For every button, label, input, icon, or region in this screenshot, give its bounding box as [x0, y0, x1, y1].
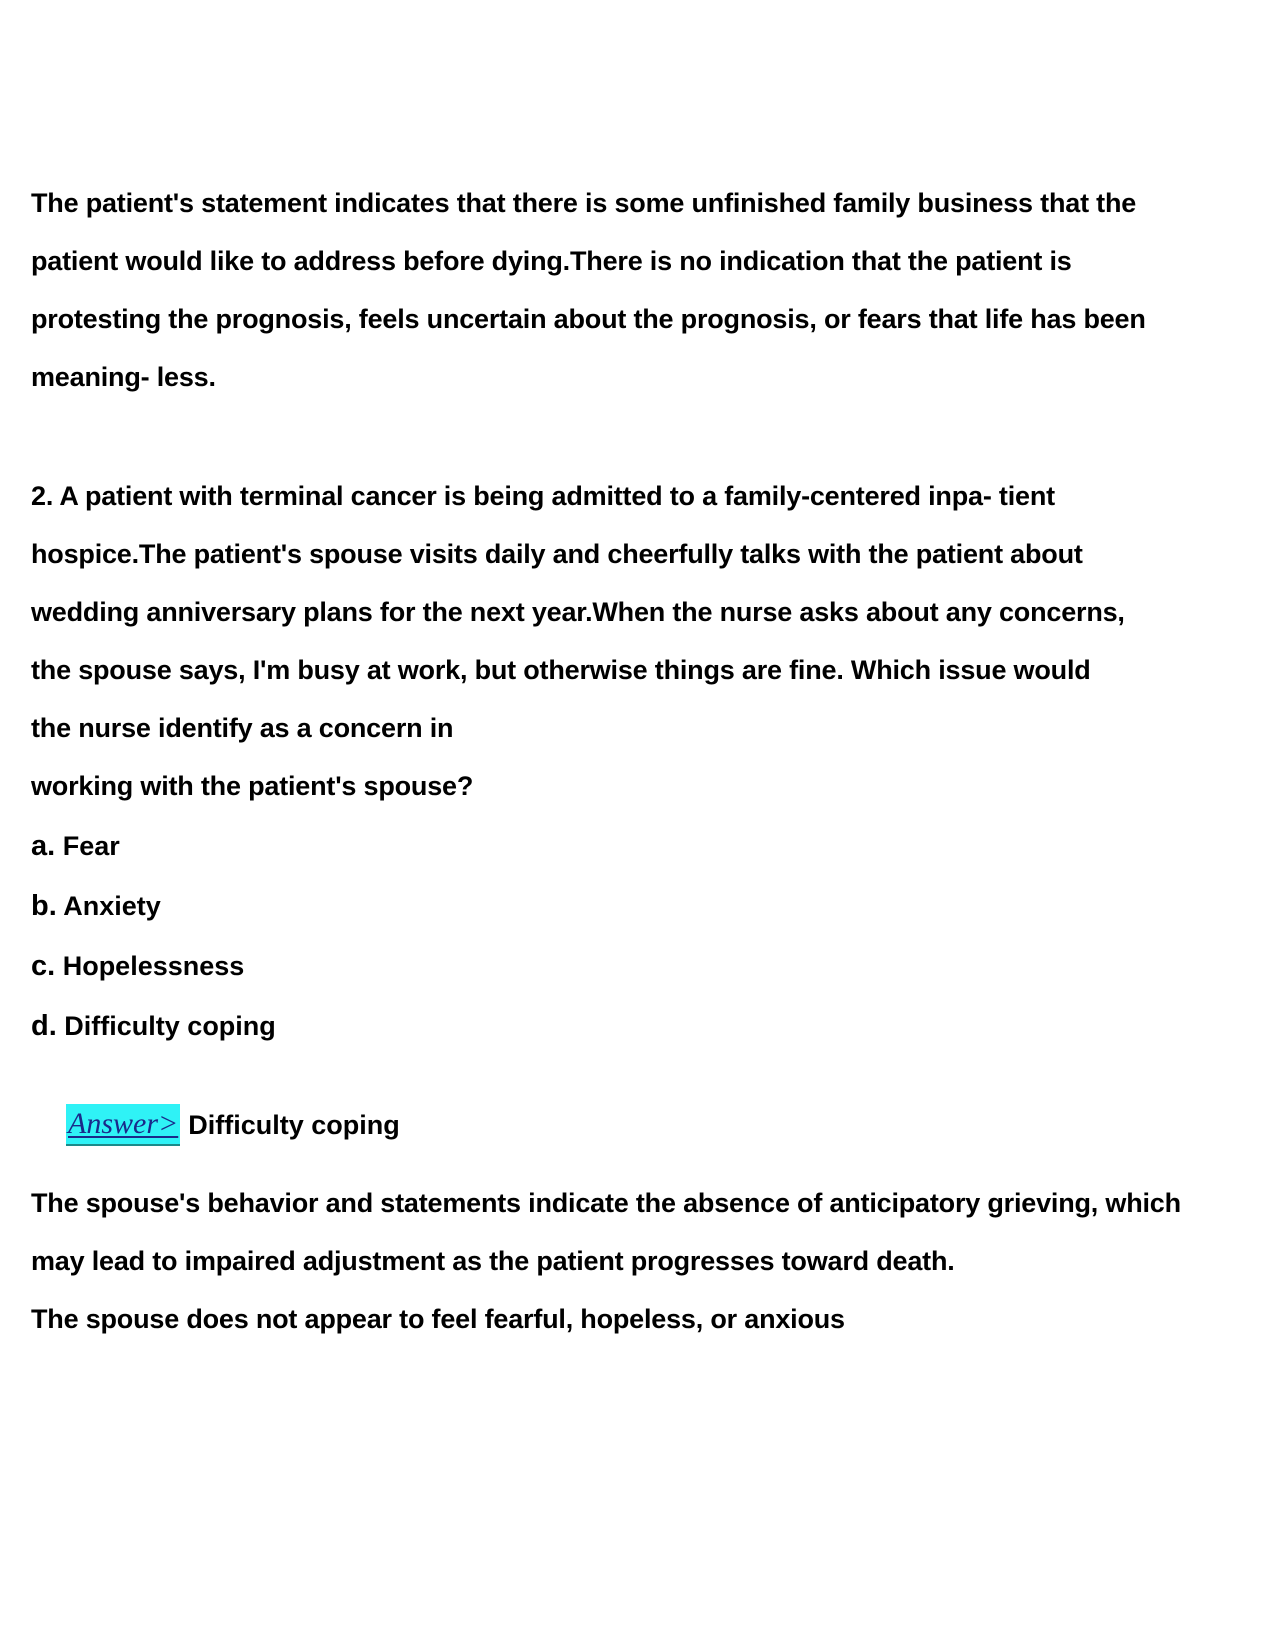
paragraph-1-line-4: meaning- less.	[31, 362, 216, 392]
question-line-2: hospice.The patient's spouse visits daily and cheerfully talks with the patient about	[31, 539, 1083, 569]
question-line-6: working with the patient's spouse?	[31, 771, 474, 801]
option-b-text: Anxiety	[63, 891, 161, 921]
paragraph-1-line-3: protesting the prognosis, feels uncertain about the prognosis, or fears that life has been	[31, 304, 1146, 334]
paragraph-1-line-1: The patient's statement indicates that there is some unfinished family business that the	[31, 188, 1137, 218]
paragraph-1-line-2: patient would like to address before dying.There is no indication that the patient is	[31, 246, 1072, 276]
answer-row	[66, 1103, 400, 1147]
option-a-letter: a.	[31, 830, 56, 862]
option-c-text: Hopelessness	[62, 951, 245, 981]
rationale-line-2: may lead to impaired adjustment as the patient progresses toward death.	[31, 1246, 955, 1276]
question-line-1: 2. A patient with terminal cancer is being admitted to a family-centered inpa- tient	[31, 481, 1055, 511]
question-line-5: the nurse identify as a concern in	[31, 713, 454, 743]
option-d	[31, 1009, 276, 1043]
option-b	[31, 889, 161, 923]
option-c	[31, 949, 244, 983]
question-line-3: wedding anniversary plans for the next year.When the nurse asks about any concerns,	[31, 597, 1125, 627]
answer-label: Answer>	[66, 1104, 180, 1146]
option-c-letter: c.	[31, 950, 56, 982]
question-line-4: the spouse says, I'm busy at work, but otherwise things are fine. Which issue would	[31, 655, 1091, 685]
option-a-text: Fear	[62, 831, 120, 861]
answer-text: Difficulty coping	[188, 1110, 400, 1140]
rationale-line-3: The spouse does not appear to feel fearful, hopeless, or anxious	[31, 1304, 845, 1334]
option-a	[31, 829, 120, 863]
option-d-text: Difficulty coping	[64, 1011, 276, 1041]
option-b-letter: b.	[31, 890, 57, 922]
rationale-line-1: The spouse's behavior and statements indicate the absence of anticipatory grieving, which	[31, 1188, 1181, 1218]
option-d-letter: d.	[31, 1010, 57, 1042]
